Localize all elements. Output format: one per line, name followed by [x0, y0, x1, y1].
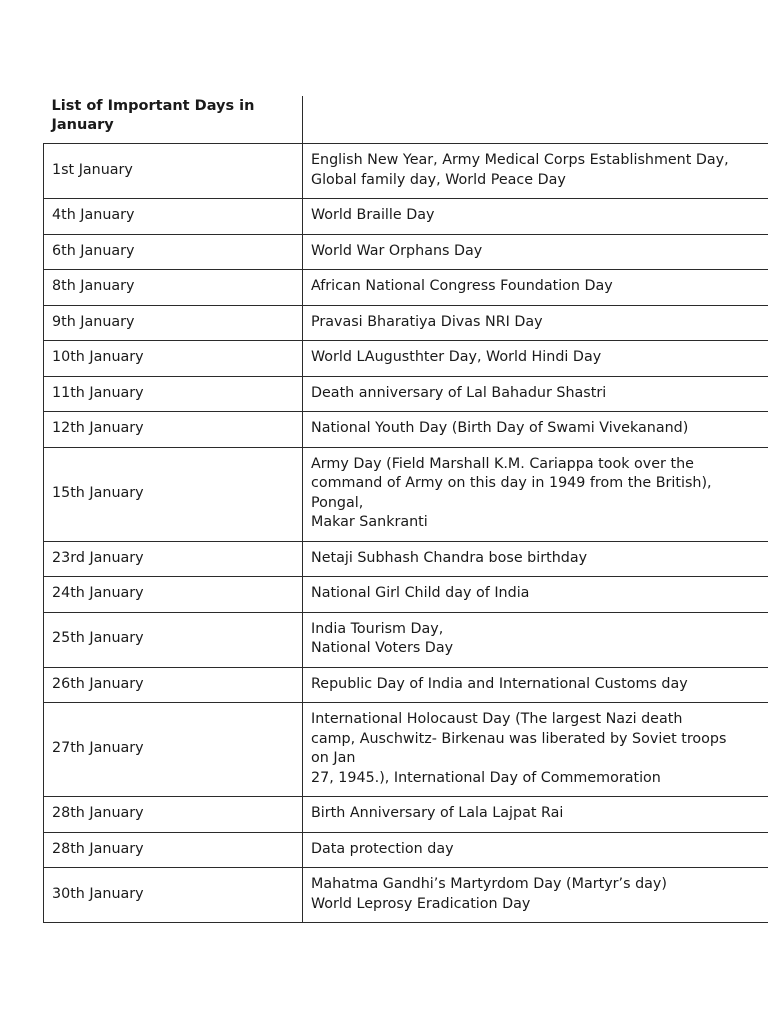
table-row	[44, 541, 768, 577]
date-cell: 12th January	[44, 412, 303, 448]
date-cell: 28th January	[44, 797, 303, 833]
events-cell: Mahatma Gandhi’s Martyrdom Day (Martyr’s day) World Leprosy Eradication Day	[303, 868, 768, 923]
events-cell: Netaji Subhash Chandra bose birthday	[303, 541, 768, 577]
events-cell: Death anniversary of Lal Bahadur Shastri	[303, 376, 768, 412]
table-title-empty-cell	[303, 96, 768, 144]
table-body	[44, 96, 768, 923]
table-header-row	[44, 96, 768, 144]
events-cell: World Braille Day	[303, 199, 768, 235]
date-cell: 9th January	[44, 305, 303, 341]
events-cell: World War Orphans Day	[303, 234, 768, 270]
date-cell: 23rd January	[44, 541, 303, 577]
table-row	[44, 577, 768, 613]
events-cell: Pravasi Bharatiya Divas NRI Day	[303, 305, 768, 341]
date-cell: 15th January	[44, 447, 303, 541]
events-cell: India Tourism Day, National Voters Day	[303, 612, 768, 667]
table-row	[44, 376, 768, 412]
table-row	[44, 667, 768, 703]
date-cell: 30th January	[44, 868, 303, 923]
events-cell: Army Day (Field Marshall K.M. Cariappa took over the command of Army on this day in 1949 from the British), Pongal, Makar Sankranti	[303, 447, 768, 541]
table-row	[44, 868, 768, 923]
table-row	[44, 703, 768, 797]
important-days-table	[43, 96, 768, 923]
table-row	[44, 341, 768, 377]
events-cell: Birth Anniversary of Lala Lajpat Rai	[303, 797, 768, 833]
table-row	[44, 612, 768, 667]
events-cell: National Youth Day (Birth Day of Swami Vivekanand)	[303, 412, 768, 448]
date-cell: 24th January	[44, 577, 303, 613]
table-row	[44, 412, 768, 448]
date-cell: 10th January	[44, 341, 303, 377]
table-title: List of Important Days in January	[44, 96, 303, 144]
date-cell: 8th January	[44, 270, 303, 306]
events-cell: African National Congress Foundation Day	[303, 270, 768, 306]
date-cell: 11th January	[44, 376, 303, 412]
table-row	[44, 199, 768, 235]
date-cell: 4th January	[44, 199, 303, 235]
date-cell: 25th January	[44, 612, 303, 667]
date-cell: 27th January	[44, 703, 303, 797]
date-cell: 28th January	[44, 832, 303, 868]
table-row	[44, 832, 768, 868]
events-cell: Data protection day	[303, 832, 768, 868]
events-cell: English New Year, Army Medical Corps Establishment Day, Global family day, World Peace Day	[303, 144, 768, 199]
table-row	[44, 305, 768, 341]
events-cell: National Girl Child day of India	[303, 577, 768, 613]
table-row	[44, 447, 768, 541]
table-row	[44, 797, 768, 833]
date-cell: 6th January	[44, 234, 303, 270]
date-cell: 1st January	[44, 144, 303, 199]
table-row	[44, 234, 768, 270]
table-row	[44, 270, 768, 306]
events-cell: International Holocaust Day (The largest Nazi death camp, Auschwitz- Birkenau was liberated by Soviet troops on Jan 27, 1945.), International Day of Commemoration	[303, 703, 768, 797]
date-cell: 26th January	[44, 667, 303, 703]
table-row	[44, 144, 768, 199]
events-cell: Republic Day of India and International Customs day	[303, 667, 768, 703]
events-cell: World LAugusthter Day, World Hindi Day	[303, 341, 768, 377]
